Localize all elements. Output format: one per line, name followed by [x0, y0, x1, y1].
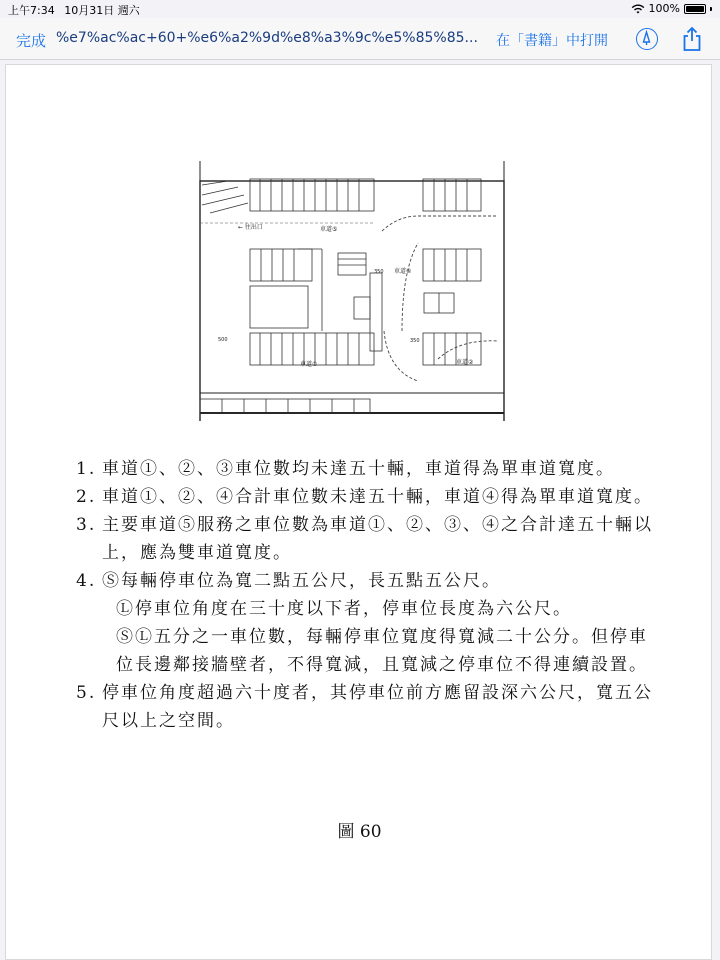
list-item: [76, 511, 666, 567]
svg-text:車道⑤: 車道⑤: [320, 226, 338, 233]
markup-pen-icon[interactable]: [636, 28, 658, 50]
svg-text:350: 350: [374, 269, 384, 275]
open-in-books-button[interactable]: 在「書籍」中打開: [496, 33, 608, 49]
document-title: %e7%ac%ac+60+%e6%a2%9d%e8%a3%9c%e5%85%85...: [56, 30, 478, 46]
item-number: 4.: [76, 571, 97, 591]
list-item: [76, 567, 666, 595]
item-text: Ⓢ每輛停車位為寬二點五公尺，長五點五公尺。: [102, 571, 501, 591]
notes-list: [76, 455, 666, 735]
battery-nub: [710, 7, 712, 11]
list-item: [76, 679, 666, 735]
status-date: 10月31日 週六: [64, 4, 140, 17]
list-item: [76, 483, 666, 511]
svg-text:車道④: 車道④: [394, 268, 412, 275]
item-number: 2.: [76, 487, 97, 507]
share-icon[interactable]: [680, 26, 704, 52]
item-text: 停車位角度超過六十度者，其停車位前方應留設深六公尺，寬五公尺以上之空間。: [102, 683, 653, 731]
svg-text:車道②: 車道②: [456, 359, 474, 366]
battery-icon: [684, 4, 706, 14]
item-number: 3.: [76, 515, 97, 535]
item-number: 1.: [76, 459, 97, 479]
document-toolbar: [0, 18, 720, 60]
svg-text:車道①: 車道①: [300, 361, 318, 368]
item-text: 車道①、②、④合計車位數未達五十輛，車道④得為單車道寬度。: [102, 487, 653, 507]
subitem-text: Ⓛ停車位角度在三十度以下者，停車位長度為六公尺。: [116, 599, 572, 619]
status-bar: [0, 0, 720, 18]
item-text: 主要車道⑤服務之車位數為車道①、②、③、④之合計達五十輛以上，應為雙車道寬度。: [102, 515, 653, 563]
svg-text:500: 500: [218, 337, 228, 343]
wifi-icon: [631, 4, 645, 14]
document-page: [5, 64, 712, 960]
item-number: 5.: [76, 683, 97, 703]
list-subitem: [76, 595, 666, 623]
svg-text:350: 350: [410, 338, 420, 344]
done-button[interactable]: 完成: [16, 32, 47, 50]
item-text: 車道①、②、③車位數均未達五十輛，車道得為單車道寬度。: [102, 459, 615, 479]
list-subitem: [76, 623, 666, 679]
battery-percent: 100%: [648, 2, 680, 15]
svg-text:← 往出口: ← 往出口: [238, 224, 263, 231]
figure-label: 圖 60: [337, 822, 382, 842]
subitem-text: ⓈⓁ五分之一車位數，每輛停車位寬度得寬減二十公分。但停車位長邊鄰接牆壁者，不得寬減，且寬減之停車位不得連續設置。: [116, 627, 648, 675]
parking-layout-diagram: [198, 161, 518, 421]
list-item: [76, 455, 666, 483]
status-time: 上午7:34: [8, 4, 55, 17]
